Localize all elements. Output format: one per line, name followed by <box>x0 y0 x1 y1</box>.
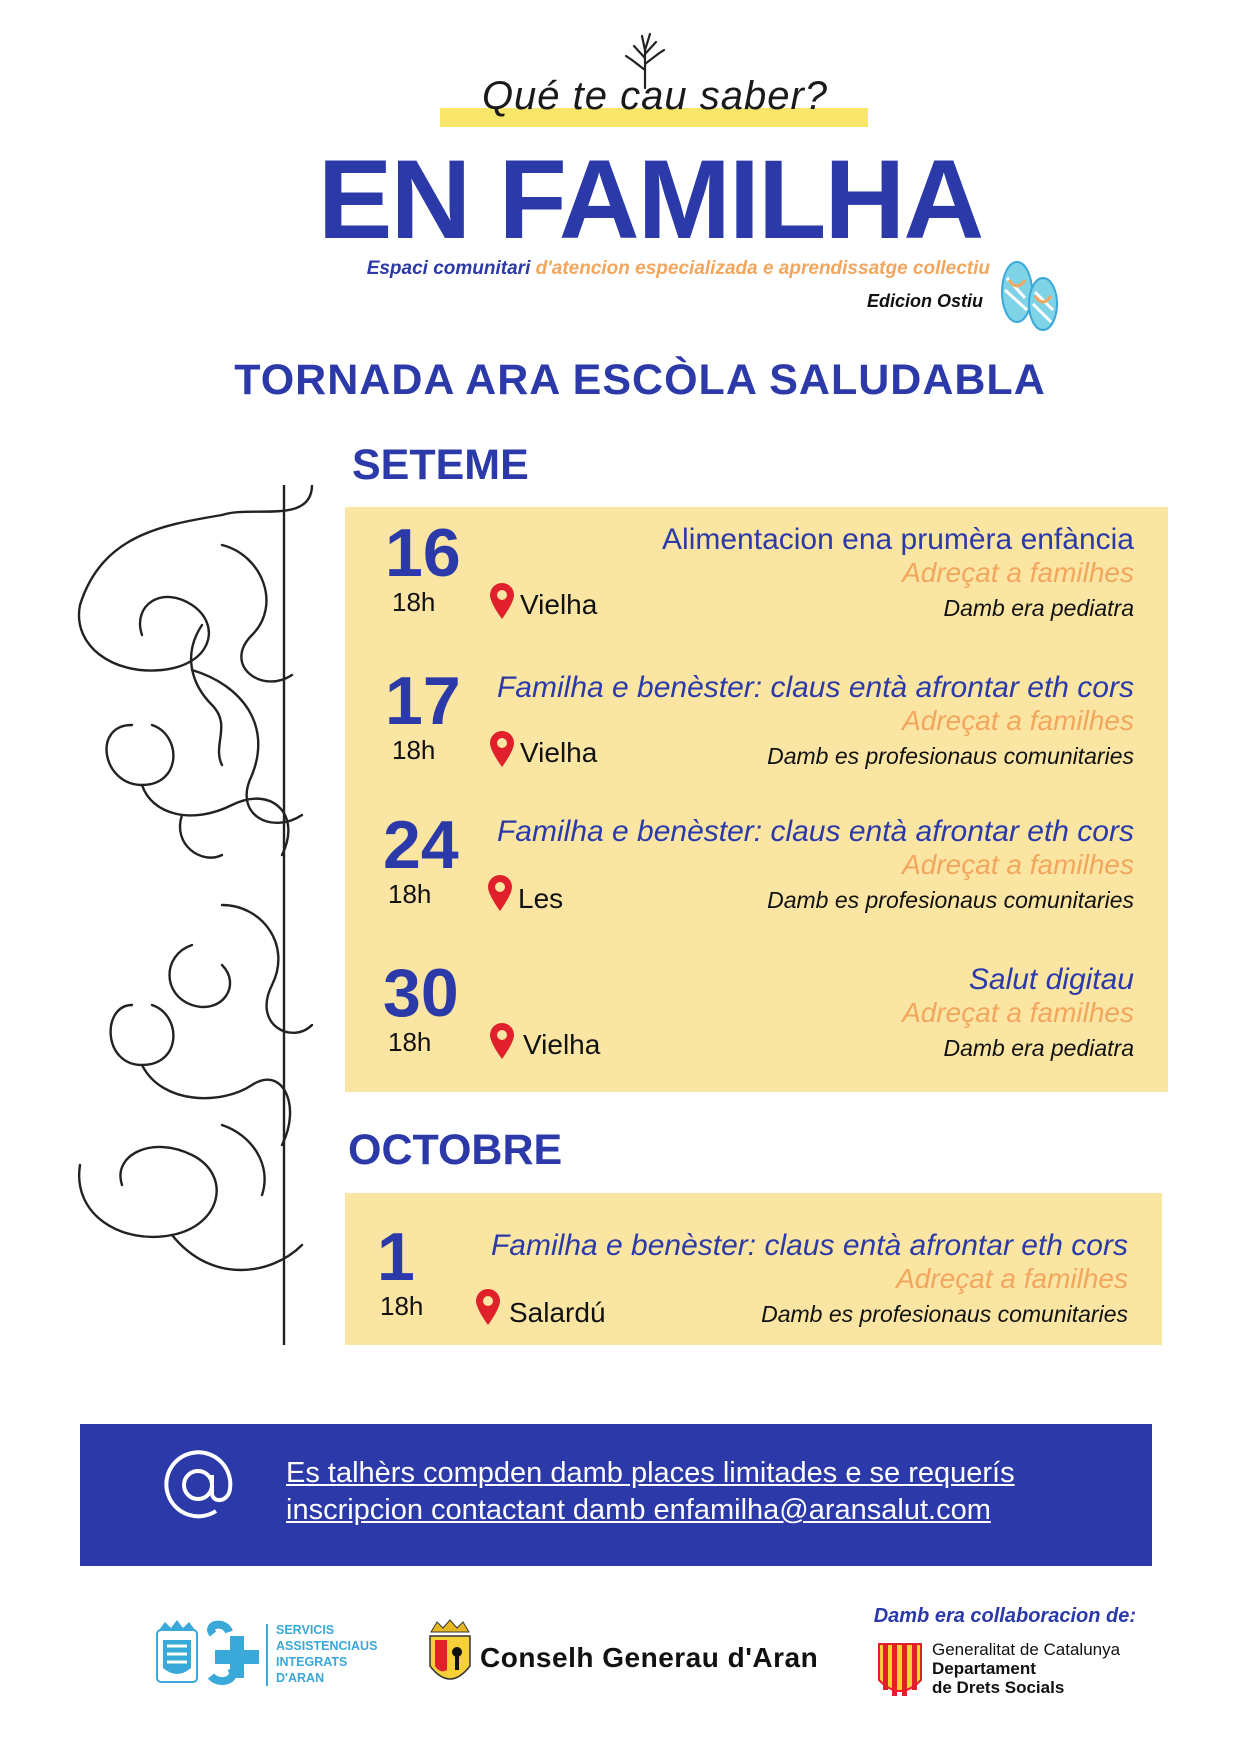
event-title: Alimentacion ena prumèra enfància <box>662 523 1134 556</box>
event-audience: Adreçat a familhes <box>902 557 1134 588</box>
event-item <box>345 801 1168 941</box>
subtitle <box>300 258 990 280</box>
event-place: Vielha <box>520 589 598 620</box>
event-time: 18h <box>392 735 436 765</box>
event-day: 17 <box>385 663 461 739</box>
event-title: Familha e benèster: claus entà afrontar eth cors <box>490 1229 1128 1262</box>
event-title: Salut digitau <box>968 963 1134 996</box>
conselh-generau-name: Conselh Generau d'Aran <box>480 1642 819 1673</box>
event-with: Damb es profesionaus comunitaries <box>761 1301 1128 1327</box>
event-place: Vielha <box>523 1029 601 1060</box>
event-time: 18h <box>380 1291 424 1321</box>
event-item <box>345 1193 1162 1333</box>
event-audience: Adreçat a familhes <box>902 849 1134 880</box>
event-audience: Adreçat a familhes <box>902 705 1134 736</box>
event-audience: Adreçat a familhes <box>902 997 1134 1028</box>
edition-label: Edicion Ostiu <box>866 291 983 311</box>
location-pin-icon <box>485 873 515 913</box>
sai-line: SERVICIS <box>276 1623 335 1637</box>
at-sign-icon <box>158 1445 238 1525</box>
generalitat-line-1: Generalitat de Catalunya <box>932 1640 1121 1659</box>
event-time: 18h <box>392 587 436 617</box>
event-time: 18h <box>388 879 432 909</box>
page-title: EN FAMILHA <box>317 137 983 262</box>
event-title: Familha e benèster: claus entà afrontar eth cors <box>496 671 1134 704</box>
registration-text[interactable] <box>286 1455 1126 1529</box>
conselh-generau-shield <box>425 1618 475 1693</box>
month-heading: OCTOBRE <box>348 1126 563 1174</box>
events-panel <box>345 507 1168 1092</box>
registration-line-2: inscripcion contactant damb enfamilha@aransalut.com <box>286 1494 991 1526</box>
location-pin-icon <box>487 581 517 621</box>
event-day: 1 <box>377 1219 415 1295</box>
event-with: Damb es profesionaus comunitaries <box>767 887 1134 913</box>
family-line-art <box>72 485 322 1345</box>
event-day: 24 <box>383 807 459 883</box>
event-place: Vielha <box>520 737 598 768</box>
generalitat-line-3: de Drets Socials <box>932 1678 1065 1697</box>
event-place: Les <box>518 883 564 914</box>
month-heading: SETEME <box>352 441 529 489</box>
flip-flops-icon <box>995 258 1065 338</box>
event-day: 16 <box>385 515 461 591</box>
event-with: Damb es profesionaus comunitaries <box>767 743 1134 769</box>
event-with: Damb era pediatra <box>943 595 1134 621</box>
location-pin-icon <box>473 1287 503 1327</box>
event-item <box>345 947 1168 1087</box>
sai-line: ASSISTENCIAUS <box>276 1639 378 1653</box>
subtitle-part-2: d'atencion especializada e aprendissatge collectiu <box>535 258 990 279</box>
section-title: TORNADA ARA ESCÒLA SALUDABLA <box>234 356 1046 404</box>
event-place: Salardú <box>509 1297 606 1328</box>
location-pin-icon <box>487 1021 517 1061</box>
event-audience: Adreçat a familhes <box>896 1263 1128 1294</box>
event-item <box>345 507 1168 647</box>
sai-line: INTEGRATS <box>276 1655 348 1669</box>
sai-name <box>276 1622 377 1686</box>
subtitle-part-1: Espaci comunitari <box>366 258 531 279</box>
sai-line: D'ARAN <box>276 1671 325 1685</box>
event-with: Damb era pediatra <box>943 1035 1134 1061</box>
location-pin-icon <box>487 729 517 769</box>
generalitat-line-2: Departament <box>932 1659 1036 1678</box>
event-time: 18h <box>388 1027 432 1057</box>
generalitat-shield <box>875 1640 925 1700</box>
events-panel <box>345 1193 1162 1345</box>
event-title: Familha e benèster: claus entà afrontar eth cors <box>496 815 1134 848</box>
event-item <box>345 655 1168 795</box>
tagline: Qué te cau saber? <box>481 74 829 118</box>
collaboration-label: Damb era collaboracion de: <box>873 1605 1136 1627</box>
event-day: 30 <box>383 955 459 1031</box>
registration-line-1: Es talhèrs compden damb places limitades e se requerís <box>286 1457 1015 1489</box>
